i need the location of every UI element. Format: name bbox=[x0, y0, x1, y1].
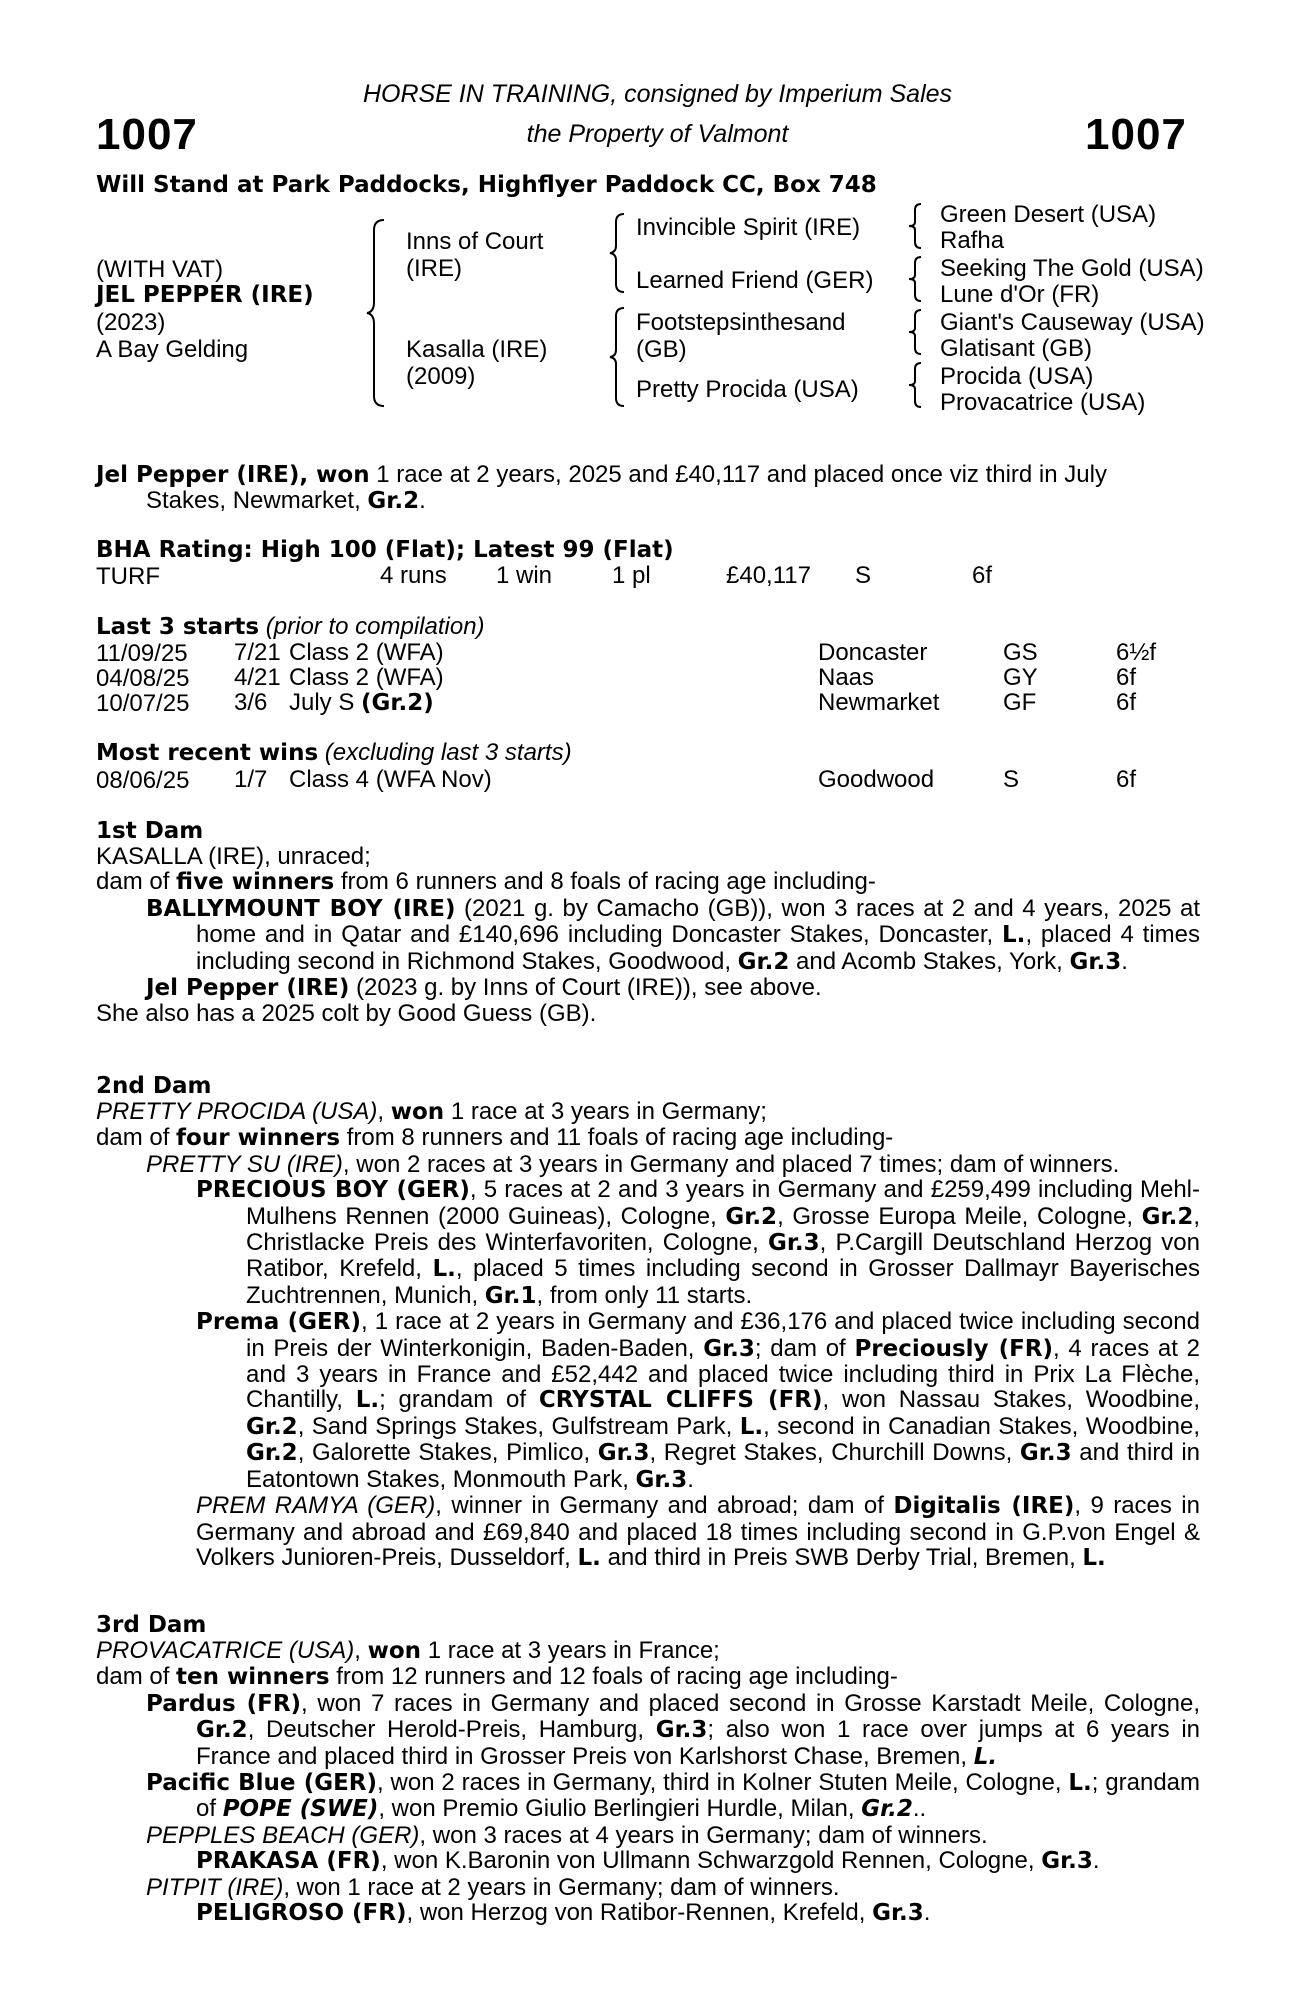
dam2-produce: dam of four winners from 8 runners and 11 foals of racing age including- bbox=[96, 1124, 894, 1152]
dam3-name-line: PROVACATRICE (USA), won 1 race at 3 years in France; bbox=[96, 1637, 720, 1664]
dam-sire-name: Footstepsinthesand bbox=[636, 309, 846, 336]
dam2-section bbox=[96, 1099, 1200, 1571]
dam3-entry-pitpit: PITPIT (IRE), won 1 race at 2 years in Germany; dam of winners. bbox=[146, 1873, 840, 1901]
start-pos: 3/6 bbox=[234, 689, 268, 716]
g-dsd: Glatisant (GB) bbox=[940, 335, 1093, 362]
dam3-section bbox=[96, 1638, 1200, 1926]
start-distance: 6½f bbox=[1116, 639, 1157, 666]
dam3-entry-pepples-beach: PEPPLES BEACH (GER), won 3 races at 4 years in Germany; dam of winners. bbox=[146, 1821, 988, 1849]
g-sss: Green Desert (USA) bbox=[940, 201, 1157, 228]
lot-number-right: 1007 bbox=[1085, 110, 1187, 159]
start-pos: 7/21 bbox=[234, 639, 281, 666]
pedigree-brace-sd bbox=[906, 255, 924, 303]
start-course: Newmarket bbox=[818, 689, 940, 716]
consignment-line: HORSE IN TRAINING, consigned by Imperium Sales bbox=[362, 80, 953, 108]
dam2-name-line: PRETTY PROCIDA (USA), won 1 race at 3 years in Germany; bbox=[96, 1098, 767, 1125]
rating-going: S bbox=[855, 562, 872, 589]
start-date: 10/07/25 bbox=[96, 690, 190, 717]
summary-horse: Jel Pepper (IRE) bbox=[96, 462, 300, 488]
sire-sire: Invincible Spirit (IRE) bbox=[636, 214, 861, 241]
g-ssd: Rafha bbox=[940, 227, 1005, 254]
dam1-name: KASALLA (IRE), unraced; bbox=[96, 843, 371, 870]
start-race: July S (Gr.2) bbox=[289, 689, 434, 716]
start-course: Naas bbox=[818, 664, 875, 691]
recent-distance: 6f bbox=[1116, 766, 1137, 793]
rating-runs: 4 runs bbox=[380, 562, 447, 589]
recent-course: Goodwood bbox=[818, 766, 935, 793]
pedigree-brace-dd bbox=[906, 361, 924, 409]
stand-location: Will Stand at Park Paddocks, Highflyer Paddock CC, Box 748 bbox=[96, 172, 877, 198]
pedigree-brace-main bbox=[366, 218, 390, 408]
dam3-entry-pardus: Pardus (FR), won 7 races in Germany and placed second in Grosse Karstadt Meile, Cologne, Gr.2, Deutscher Herold-Preis, Hamburg, Gr.3; also won 1 race over jumps at 6 years in France and placed third in Grosser Preis von Karlshorst Chase, Bremen, L. bbox=[146, 1689, 1201, 1770]
horse-year: (2023) bbox=[96, 309, 166, 336]
start-pos: 4/21 bbox=[234, 664, 281, 691]
sire-name: Inns of Court bbox=[406, 228, 544, 255]
property-line: the Property of Valmont bbox=[526, 120, 789, 148]
start-race: Class 2 (WFA) bbox=[289, 639, 444, 666]
recent-date: 08/06/25 bbox=[96, 767, 190, 794]
dam1-section bbox=[96, 844, 1200, 1027]
start-distance: 6f bbox=[1116, 689, 1137, 716]
rating-wins: 1 win bbox=[496, 562, 553, 589]
race-summary: Jel Pepper (IRE), won 1 race at 2 years, 2025 and £40,117 and placed once viz third in July Stakes, Newmarket, Gr.2. bbox=[96, 461, 1107, 515]
horse-name: JEL PEPPER (IRE) bbox=[96, 282, 314, 308]
g-ddd: Provacatrice (USA) bbox=[940, 389, 1146, 416]
dam1-title: 1st Dam bbox=[96, 818, 204, 844]
dam2-entry-pretty-su: PRETTY SU (IRE), won 2 races at 3 years in Germany and placed 7 times; dam of winners. bbox=[146, 1150, 1120, 1178]
dam3-entry-peligroso: PELIGROSO (FR), won Herzog von Ratibor-Rennen, Krefeld, Gr.3. bbox=[196, 1899, 931, 1927]
last3-heading: Last 3 starts (prior to compilation) bbox=[96, 613, 485, 640]
dam3-produce: dam of ten winners from 12 runners and 12 foals of racing age including- bbox=[96, 1663, 898, 1691]
horse-description: A Bay Gelding bbox=[96, 336, 249, 363]
dam2-entry-precious-boy: PRECIOUS BOY (GER), 5 races at 2 and 3 years in Germany and £259,499 including Mehl-Mulhens Rennen (2000 Guineas), Cologne, Gr.2, Grosse Europa Meile, Cologne, Gr.2, Christlacke Preis des Winterfavoriten, Cologne, Gr.3, P.Cargill Deutschland Herzog von Ratibor, Krefeld, L., placed 5 times including second in Grosser Dallmayr Bayerisches Zuchtrennen, Munich, Gr.1, from only 11 starts. bbox=[196, 1176, 1201, 1309]
start-date: 11/09/25 bbox=[96, 640, 188, 667]
lot-number-left: 1007 bbox=[96, 110, 198, 159]
pedigree-brace-ds bbox=[906, 308, 924, 356]
start-course: Doncaster bbox=[818, 639, 928, 666]
rating-title: BHA Rating: High 100 (Flat); Latest 99 (Flat) bbox=[96, 537, 674, 563]
rating-placed: 1 pl bbox=[612, 562, 651, 589]
start-going: GF bbox=[1003, 689, 1037, 716]
recent-pos: 1/7 bbox=[234, 766, 268, 793]
dam1-entry-ballymount: BALLYMOUNT BOY (IRE) (2021 g. by Camacho (GB)), won 3 races at 2 and 4 years, 2025 at home and in Qatar and £140,696 including Doncaster Stakes, Doncaster, L., placed 4 times including second in Richmond Stakes, Goodwood, Gr.2 and Acomb Stakes, York, Gr.3. bbox=[146, 894, 1200, 975]
recent-heading: Most recent wins (excluding last 3 starts) bbox=[96, 739, 572, 766]
dam1-also: She also has a 2025 colt by Good Guess (GB). bbox=[96, 1000, 597, 1028]
dam3-entry-pacific-blue: Pacific Blue (GER), won 2 races in Germany, third in Kolner Stuten Meile, Cologne, L.; grandam of POPE (SWE), won Premio Giulio Berlingieri Hurdle, Milan, Gr.2.. bbox=[146, 1769, 1201, 1823]
dam3-entry-prakasa: PRAKASA (FR), won K.Baronin von Ullmann Schwarzgold Rennen, Cologne, Gr.3. bbox=[196, 1847, 1100, 1875]
start-date: 04/08/25 bbox=[96, 665, 190, 692]
start-distance: 6f bbox=[1116, 664, 1137, 691]
g-sds: Seeking The Gold (USA) bbox=[940, 255, 1204, 282]
start-going: GS bbox=[1003, 639, 1038, 666]
sire-country: (IRE) bbox=[406, 255, 462, 282]
dam2-entry-prema: Prema (GER), 1 race at 2 years in Germany and £36,176 and placed twice including second in Preis der Winterkonigin, Baden-Baden, Gr.3; dam of Preciously (FR), 4 races at 2 and 3 years in France and £52,442 and placed twice including third in Prix La Flèche, Chantilly, L.; grandam of CRYSTAL CLIFFS (FR), won Nassau Stakes, Woodbine, Gr.2, Sand Springs Stakes, Gulfstream Park, L., second in Canadian Stakes, Woodbine, Gr.2, Galorette Stakes, Pimlico, Gr.3, Regret Stakes, Churchill Downs, Gr.3 and third in Eatontown Stakes, Monmouth Park, Gr.3. bbox=[196, 1308, 1201, 1493]
pedigree-brace-sire bbox=[608, 212, 628, 294]
rating-surface: TURF bbox=[96, 563, 160, 590]
rating-earnings: £40,117 bbox=[726, 562, 811, 589]
dam2-title: 2nd Dam bbox=[96, 1073, 212, 1099]
recent-going: S bbox=[1003, 766, 1020, 793]
dam-dam: Pretty Procida (USA) bbox=[636, 376, 859, 403]
g-sdd: Lune d'Or (FR) bbox=[940, 281, 1100, 308]
pedigree-brace-ss bbox=[906, 202, 924, 250]
dam3-title: 3rd Dam bbox=[96, 1612, 207, 1638]
vat-note: (WITH VAT) bbox=[96, 256, 224, 283]
start-going: GY bbox=[1003, 664, 1038, 691]
rating-distance: 6f bbox=[972, 562, 993, 589]
sire-dam: Learned Friend (GER) bbox=[636, 267, 874, 294]
summary-won: won bbox=[316, 462, 370, 488]
pedigree-brace-dam bbox=[608, 306, 628, 408]
g-dds: Procida (USA) bbox=[940, 363, 1094, 390]
recent-race: Class 4 (WFA Nov) bbox=[289, 766, 492, 793]
dam-sire-country: (GB) bbox=[636, 336, 687, 363]
dam1-entry-jel-pepper: Jel Pepper (IRE) (2023 g. by Inns of Court (IRE)), see above. bbox=[146, 974, 822, 1002]
dam2-entry-prem-ramya: PREM RAMYA (GER), winner in Germany and abroad; dam of Digitalis (IRE), 9 races in Germany and abroad and £69,840 and placed 18 times including second in G.P.von Engel & Volkers Junioren-Preis, Dusseldorf, L. and third in Preis SWB Derby Trial, Bremen, L. bbox=[196, 1492, 1200, 1571]
g-dss: Giant's Causeway (USA) bbox=[940, 309, 1205, 336]
dam-year: (2009) bbox=[406, 363, 476, 390]
start-race: Class 2 (WFA) bbox=[289, 664, 444, 691]
dam-name: Kasalla (IRE) bbox=[406, 336, 548, 363]
dam1-produce: dam of five winners from 6 runners and 8 foals of racing age including- bbox=[96, 868, 876, 896]
